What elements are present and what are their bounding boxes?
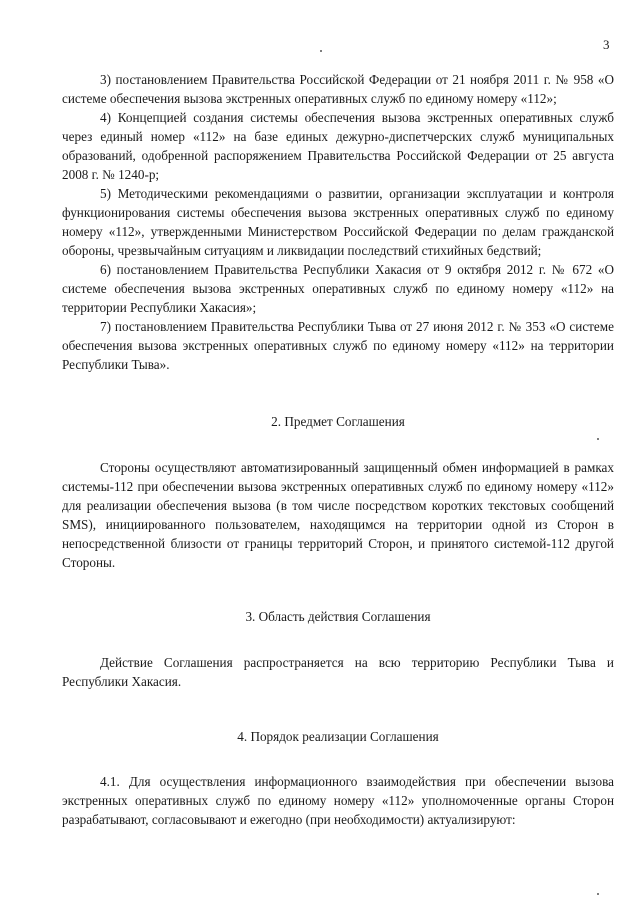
document-body bbox=[62, 70, 614, 829]
page-number: 3 bbox=[603, 37, 610, 52]
section-paragraph-scope: Действие Соглашения распространяется на всю территорию Республики Тыва и Республики Хакасия. bbox=[62, 655, 614, 689]
section-heading-procedure: 4. Порядок реализации Соглашения bbox=[237, 729, 439, 744]
scan-speck bbox=[320, 50, 322, 52]
section-paragraph-procedure: 4.1. Для осуществления информационного взаимодействия при обеспечении вызова экстренных оперативных служб по единому номеру «112» уполномоченные органы Сторон разрабатывают, согласовывают и ежегодно (при необходимости) актуализируют: bbox=[62, 774, 614, 827]
section-paragraph-subject: Стороны осуществляют автоматизированный защищенный обмен информацией в рамках системы-112 при обеспечении вызова экстренных оперативных служб по единому номеру «112» для реализации обеспечения вызова (в том числе посредством коротких текстовых сообщений SMS), инициированного пользователем, находящимся на территории одной из Сторон в непосредственной близости от границы территорий Сторон, и принятого системой-112 другой Стороны. bbox=[62, 460, 614, 570]
section-heading-scope: 3. Область действия Соглашения bbox=[245, 609, 431, 624]
section-heading-subject: 2. Предмет Соглашения bbox=[271, 414, 405, 429]
list-item: 6) постановлением Правительства Республики Хакасия от 9 октября 2012 г. № 672 «О системе обеспечения вызова экстренных оперативных служб по единому номеру «112» на территории Республики Хакасия»; bbox=[62, 262, 614, 315]
list-item: 4) Концепцией создания системы обеспечения вызова экстренных оперативных служб через единый номер «112» на базе единых дежурно-диспетчерских служб муниципальных образований, одобренной распоряжением Правительства Российской Федерации от 25 августа 2008 г. № 1240-р; bbox=[62, 110, 614, 182]
list-item: 5) Методическими рекомендациями о развитии, организации эксплуатации и контроля функционирования системы обеспечения вызова экстренных оперативных служб по единому номеру «112», утвержденными Министерством Российской Федерации по делам гражданской обороны, чрезвычайным ситуациям и ликвидации последствий стихийных бедствий; bbox=[62, 186, 614, 258]
list-item: 7) постановлением Правительства Республики Тыва от 27 июня 2012 г. № 353 «О системе обеспечения вызова экстренных оперативных служб по единому номеру «112» на территории Республики Тыва». bbox=[62, 319, 614, 372]
list-item: 3) постановлением Правительства Российской Федерации от 21 ноября 2011 г. № 958 «О системе обеспечения вызова экстренных оперативных служб по единому номеру «112»; bbox=[62, 72, 614, 106]
scan-speck bbox=[597, 893, 599, 895]
